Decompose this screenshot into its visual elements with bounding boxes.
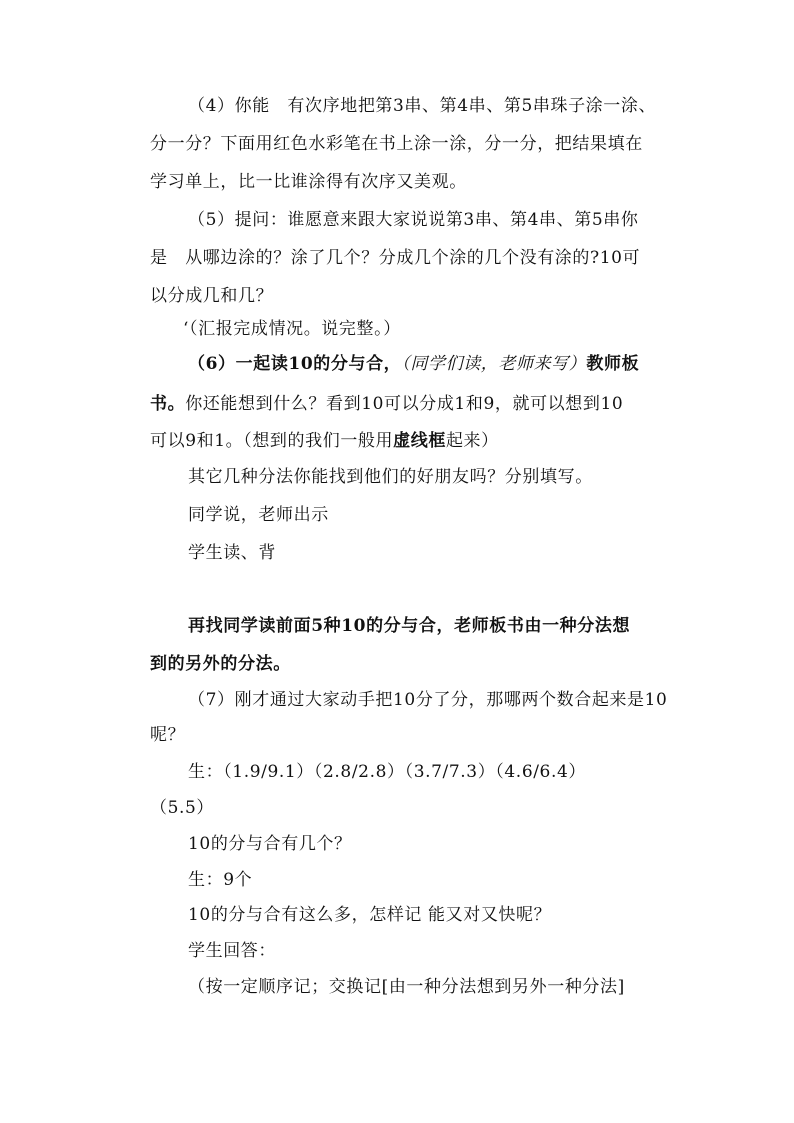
paragraph-5-line-3: 以分成几和几？ <box>150 286 274 306</box>
paragraph-6-bold-tail: 教师板 <box>586 354 640 374</box>
paragraph-6-line-2-bold: 书。 <box>150 394 186 414</box>
question-count: 10的分与合有几个？ <box>188 834 352 854</box>
student-answer-detail: （按一定顺序记；交换记[由一种分法想到另外一种分法] <box>188 977 625 997</box>
other-methods-line: 其它几种分法你能找到他们的好朋友吗？分别填写。 <box>188 467 593 487</box>
student-answer-pairs: 生：（1.9/9.1）（2.8/2.8）（3.7/7.3）（4.6/6.4） <box>188 762 586 782</box>
student-answer-label: 学生回答： <box>188 941 276 961</box>
paragraph-6-line-3-text-a: 可以9和1。（想到的我们一般用 <box>150 431 394 451</box>
paragraph-5-line-1: （5）提问：谁愿意来跟大家说说第3串、第4串、第5串你 <box>188 210 639 230</box>
report-note: ‘（汇报完成情况。说完整。） <box>183 319 401 339</box>
bold-block-line-1: 再找同学读前面5种10的分与合，老师板书由一种分法想 <box>188 616 631 636</box>
question-how-remember: 10的分与合有这么多，怎样记 能又对又快呢？ <box>188 905 552 925</box>
paragraph-6-line-1 <box>188 353 639 375</box>
paragraph-6-line-3-bold: 虚线框 <box>393 431 446 451</box>
paragraph-4-line-2: 分一分？下面用红色水彩笔在书上涂一涂，分一分，把结果填在 <box>150 134 643 154</box>
paragraph-6-italic-note: （同学们读，老师来写） <box>401 354 587 374</box>
paragraph-6-bold-lead: （6）一起读10的分与合， <box>188 354 402 374</box>
paragraph-6-line-3-text-b: 起来） <box>445 431 499 451</box>
paragraph-4-line-1: （4）你能 有次序地把第3串、第4串、第5串珠子涂一涂、 <box>188 96 657 116</box>
paragraph-6-line-2 <box>150 393 623 415</box>
student-answer-pairs-cont: （5.5） <box>150 798 215 818</box>
classmate-line: 同学说，老师出示 <box>188 505 329 525</box>
student-answer-count: 生：9个 <box>188 870 253 890</box>
paragraph-6-line-2-text: 你还能想到什么？看到10可以分成1和9，就可以想到10 <box>185 394 624 414</box>
paragraph-4-line-3: 学习单上，比一比谁涂得有次序又美观。 <box>150 172 467 192</box>
bold-block-line-2: 到的另外的分法。 <box>150 654 291 674</box>
read-recite-line: 学生读、背 <box>188 543 276 563</box>
paragraph-7-line-1: （7）刚才通过大家动手把10分了分，那哪两个数合起来是10 <box>188 690 668 710</box>
paragraph-7-line-2: 呢？ <box>150 725 186 745</box>
paragraph-6-line-3 <box>150 430 499 452</box>
paragraph-5-line-2: 是 从哪边涂的？涂了几个？分成几个涂的几个没有涂的?10可 <box>150 248 641 268</box>
